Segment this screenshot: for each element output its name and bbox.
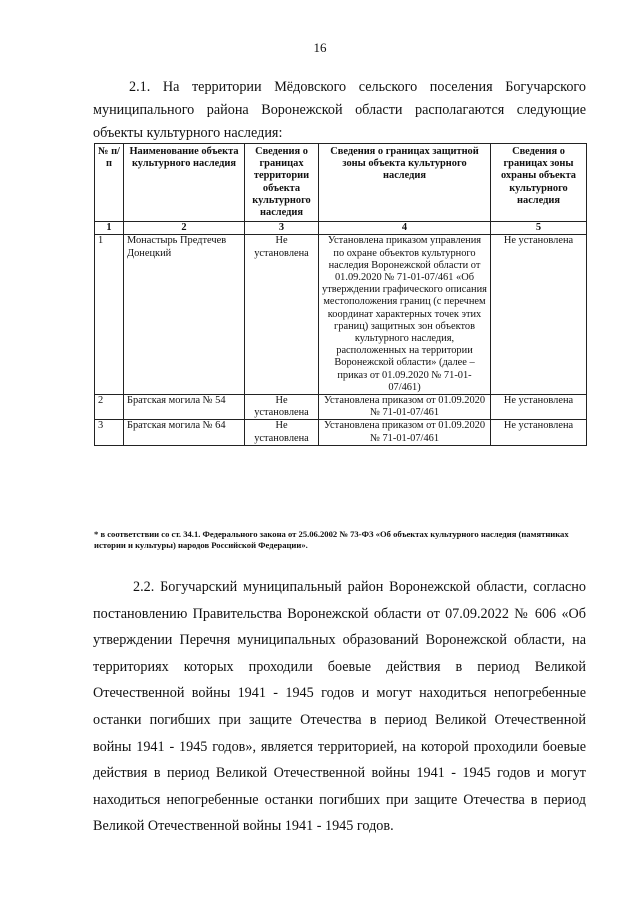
protective-zone-info: Установлена приказом от 01.09.2020 № 71-01-07/461	[319, 395, 491, 420]
header-object-name: Наименование объекта культурного наследия	[124, 144, 245, 222]
heritage-objects-table	[94, 143, 587, 446]
territory-status: Не установлена	[245, 395, 319, 420]
table-row	[95, 420, 587, 445]
security-zone-status: Не установлена	[491, 420, 587, 445]
row-number: 1	[95, 235, 124, 395]
header-protective-zone: Сведения о границах защитной зоны объекта культурного наследия	[319, 144, 491, 222]
protective-zone-info: Установлена приказом от 01.09.2020 № 71-01-07/461	[319, 420, 491, 445]
column-number: 3	[245, 222, 319, 235]
header-security-zone: Сведения о границах зоны охраны объекта культурного наследия	[491, 144, 587, 222]
column-number: 4	[319, 222, 491, 235]
table-footnote: * в соответствии со ст. 34.1. Федерального закона от 25.06.2002 № 73-ФЗ «Об объектах культурного наследия (памятниках истории и культуры) народов Российской Федерации».	[94, 529, 569, 550]
column-numbers-row	[95, 222, 587, 235]
intro-paragraph	[93, 76, 586, 145]
object-name: Братская могила № 54	[124, 395, 245, 420]
header-territory: Сведения о границах территории объекта культурного наследия	[245, 144, 319, 222]
territory-status: Не установлена	[245, 235, 319, 395]
column-number: 5	[491, 222, 587, 235]
security-zone-status: Не установлена	[491, 395, 587, 420]
table-row	[95, 395, 587, 420]
protective-zone-info: Установлена приказом управления по охране объектов культурного наследия Воронежской области от 01.09.2020 № 71-01-07/461 «Об утверждении графического описания местоположения границ (с перечнем координат характерных точек этих границ) защитных зон объектов культурного наследия, расположенных на территории Воронежской области» (далее – приказ от 01.09.2020 № 71-01-07/461)	[319, 235, 491, 395]
security-zone-status: Не установлена	[491, 235, 587, 395]
column-number: 1	[95, 222, 124, 235]
object-name: Братская могила № 64	[124, 420, 245, 445]
section-2-2-text: 2.2. Богучарский муниципальный район Воронежской области, согласно постановлению Правительства Воронежской области от 07.09.2022 № 606 «Об утверждении Перечня муниципальных образований Воронежской области, на территориях которых проходили боевые действия в период Великой Отечественной войны 1941 - 1945 годов и могут находиться непогребенные останки погибших при защите Отечества в период Великой Отечественной войны 1941 - 1945 годов», является территорией, на которой проходили боевые действия в период Великой Отечественной войны 1941 - 1945 годов и могут находиться непогребенные останки погибших при защите Отечества в период Великой Отечественной войны 1941 - 1945 годов.	[93, 579, 586, 835]
header-number: № п/п	[95, 144, 124, 222]
column-number: 2	[124, 222, 245, 235]
row-number: 2	[95, 395, 124, 420]
territory-status: Не установлена	[245, 420, 319, 445]
section-2-2-paragraph	[93, 574, 586, 840]
row-number: 3	[95, 420, 124, 445]
table-row	[95, 235, 587, 395]
table-header-row	[95, 144, 587, 222]
intro-text: 2.1. На территории Мёдовского сельского поселения Богучарского муниципального района Воронежской области располагаются следующие объекты культурного наследия:	[93, 79, 586, 141]
object-name: Монастырь Предтечев Донецкий	[124, 235, 245, 395]
page-number: 16	[313, 40, 327, 55]
